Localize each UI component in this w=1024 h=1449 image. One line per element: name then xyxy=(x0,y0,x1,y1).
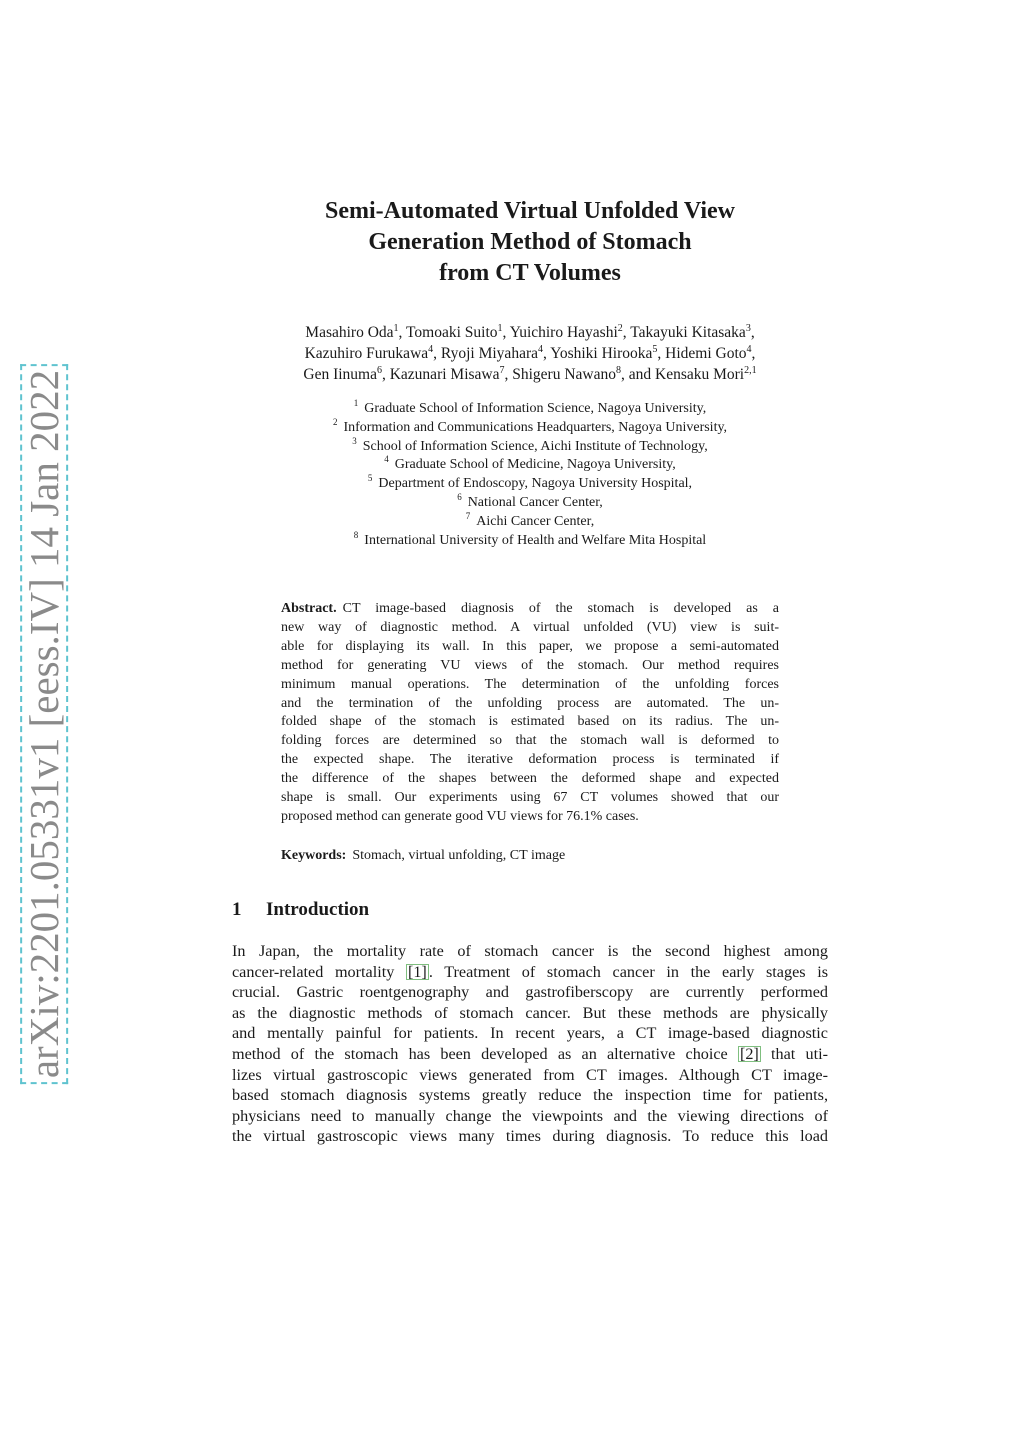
keywords-text: Stomach, virtual unfolding, CT image xyxy=(352,848,566,863)
body-line: based stomach diagnosis systems greatly reduce the inspection time for patients, xyxy=(232,1086,828,1105)
author-sep: , and xyxy=(620,366,655,383)
abstract-line: folded shape of the stomach is estimated based on its radius. The un- xyxy=(281,714,779,730)
author-name: Ryoji Miyahara xyxy=(440,345,538,362)
citation-link[interactable]: [1] xyxy=(407,962,427,981)
author-name: Kazunari Misawa xyxy=(389,366,500,383)
abstract-line: new way of diagnostic method. A virtual unfolded (VU) view is suit- xyxy=(281,619,779,635)
author-affil-mark: 8 xyxy=(615,365,621,376)
author-line xyxy=(232,364,828,385)
abstract-line xyxy=(281,600,779,619)
keywords-label: Keywords: xyxy=(281,848,347,863)
body-line: and mentally painful for patients. In recent years, a CT image-based diagnostic xyxy=(232,1024,828,1043)
section-number: 1 xyxy=(232,899,242,920)
affiliation-text: International University of Health and Welfare Mita Hospital xyxy=(364,532,707,548)
body-line: In Japan, the mortality rate of stomach cancer is the second highest among xyxy=(232,942,828,960)
body-text: method of the stomach has been developed as an alternative choice xyxy=(232,1044,738,1063)
affiliation-number: 7 xyxy=(465,510,471,521)
section-title: Introduction xyxy=(266,899,370,920)
title-line: Generation Method of Stomach xyxy=(368,229,692,255)
author-sep: , xyxy=(504,366,513,383)
abstract-line: the difference of the shapes between the deformed shape and expected xyxy=(281,771,779,787)
author-name: Hidemi Goto xyxy=(665,345,747,362)
author-name: Kensaku Mori xyxy=(655,366,745,383)
abstract-line: minimum manual operations. The determination of the unfolding forces xyxy=(281,676,779,692)
author-affil-mark: 5 xyxy=(652,344,658,355)
author-sep: , xyxy=(398,324,407,341)
author-affil-mark: 2,1 xyxy=(744,365,757,376)
author-affil-mark: 1 xyxy=(497,323,503,334)
affiliation-text: Aichi Cancer Center, xyxy=(476,513,595,529)
body-line xyxy=(232,962,828,983)
affiliation-text: Graduate School of Medicine, Nagoya University, xyxy=(394,457,676,473)
affiliation-number: 3 xyxy=(352,435,357,446)
author-affil-mark: 7 xyxy=(499,365,505,376)
author-sep: , xyxy=(751,345,756,362)
author-sep: , xyxy=(657,345,666,362)
abstract-line: method for generating VU views of the stomach. Our method requires xyxy=(281,657,779,673)
author-affil-mark: 4 xyxy=(538,344,543,355)
abstract-line: folding forces are determined so that the stomach wall is deformed to xyxy=(281,733,779,749)
author-affil-mark: 4 xyxy=(746,344,752,355)
author-affil-mark: 3 xyxy=(745,323,751,334)
body-line: as the diagnostic methods of stomach cancer. But these methods are physically xyxy=(232,1003,828,1022)
author-sep: , xyxy=(502,324,510,341)
abstract-label: Abstract. xyxy=(281,601,337,616)
abstract-line: proposed method can generate good VU views for 76.1% cases. xyxy=(281,808,639,824)
abstract-line: shape is small. Our experiments using 67 CT volumes showed that our xyxy=(281,790,779,806)
body-line: physicians need to manually change the viewpoints and the viewing directions of xyxy=(232,1106,828,1125)
author-affil-mark: 2 xyxy=(617,323,623,334)
affiliation-text: School of Information Science, Aichi Institute of Technology, xyxy=(362,438,708,454)
section-heading xyxy=(232,898,828,922)
affiliation-text: Graduate School of Information Science, Nagoya University, xyxy=(364,401,707,416)
author-line xyxy=(232,322,828,343)
abstract-line: able for displaying its wall. In this paper, we propose a semi-automated xyxy=(281,638,779,654)
body-text: cancer-related mortality xyxy=(232,962,406,981)
affiliation-number: 5 xyxy=(367,473,373,484)
paper-title xyxy=(232,196,828,289)
citation-link[interactable]: [2] xyxy=(739,1044,759,1063)
title-line: Semi-Automated Virtual Unfolded View xyxy=(325,198,735,224)
introduction-body xyxy=(232,941,828,1147)
affiliation xyxy=(232,435,828,457)
affiliation-text: Department of Endoscopy, Nagoya University Hospital, xyxy=(378,476,693,492)
affiliation-number: 8 xyxy=(353,529,359,540)
author-sep: , xyxy=(543,345,551,362)
author-list xyxy=(232,322,828,385)
author-name: Kazuhiro Furukawa xyxy=(304,345,429,362)
author-name: Masahiro Oda xyxy=(305,324,394,341)
abstract xyxy=(281,600,779,827)
affiliation xyxy=(232,400,828,419)
body-line: the virtual gastroscopic views many times during diagnosis. To reduce this load xyxy=(232,1127,828,1146)
author-affil-mark: 6 xyxy=(376,365,382,376)
affiliation xyxy=(232,475,828,494)
author-sep: , xyxy=(622,324,631,341)
author-affil-mark: 1 xyxy=(393,323,399,334)
author-name: Shigeru Nawano xyxy=(512,366,616,383)
keywords xyxy=(281,846,779,865)
author-sep: , xyxy=(381,366,390,383)
affiliation-number: 6 xyxy=(457,491,462,502)
affiliation xyxy=(232,529,828,551)
author-affil-mark: 4 xyxy=(428,344,434,355)
abstract-line: the expected shape. The iterative deformation process is terminated if xyxy=(281,752,779,768)
author-sep: , xyxy=(750,324,755,341)
affiliation-number: 1 xyxy=(353,398,359,408)
arxiv-side-stamp xyxy=(20,369,68,1079)
author-line xyxy=(232,343,828,364)
body-line xyxy=(232,1044,828,1065)
body-line: lizes virtual gastroscopic views generated from CT images. Although CT image- xyxy=(232,1065,828,1084)
affiliation-text: National Cancer Center, xyxy=(467,494,603,510)
author-name: Takayuki Kitasaka xyxy=(630,324,746,341)
abstract-text: CT image-based diagnosis of the stomach is developed as a xyxy=(342,601,779,616)
author-sep: , xyxy=(433,345,441,362)
body-text: that uti- xyxy=(760,1044,828,1063)
body-line: crucial. Gastric roentgenography and gastrofiberscopy are currently performed xyxy=(232,983,828,1002)
title-line: from CT Volumes xyxy=(439,260,621,286)
affiliation-list xyxy=(232,400,828,550)
affiliation xyxy=(232,510,828,532)
affiliation-text: Information and Communications Headquarters, Nagoya University, xyxy=(343,419,728,435)
author-name: Yuichiro Hayashi xyxy=(509,324,618,341)
body-text: . Treatment of stomach cancer in the early stages is xyxy=(428,962,828,981)
affiliation-number: 4 xyxy=(384,454,389,465)
affiliation-number: 2 xyxy=(332,416,338,427)
author-name: Yoshiki Hirooka xyxy=(550,345,653,362)
affiliation xyxy=(232,416,828,438)
arxiv-identifier[interactable]: arXiv:2201.05331v1 [eess.IV] 14 Jan 2022 xyxy=(20,364,68,1084)
affiliation xyxy=(232,456,828,475)
author-name: Tomoaki Suito xyxy=(406,324,498,341)
affiliation xyxy=(232,491,828,513)
author-name: Gen Iinuma xyxy=(303,366,377,383)
abstract-line: and the termination of the unfolding process are automated. The un- xyxy=(281,695,779,711)
